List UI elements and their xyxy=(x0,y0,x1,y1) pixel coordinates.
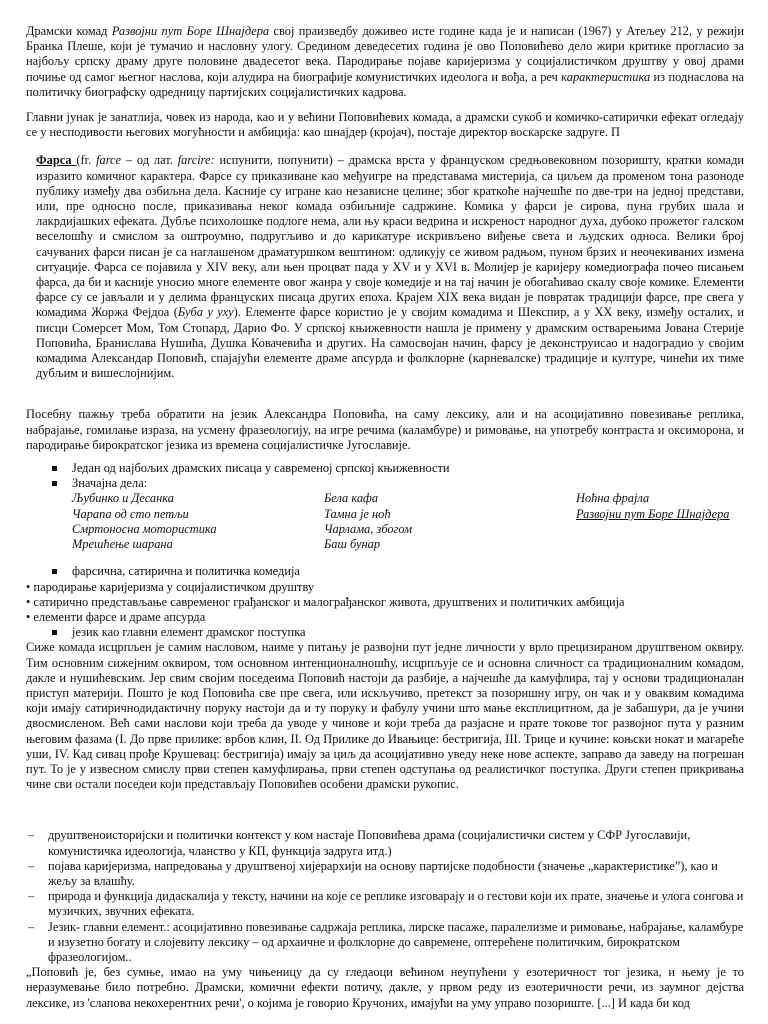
bullet-line: • сатирично представљање савременог грађанског и малограђанског живота, друштвених и политичких амбиција xyxy=(26,594,625,609)
works-column-3 xyxy=(576,491,744,552)
features-list-2 xyxy=(26,625,744,640)
list-item: Један од најбољих драмских писаца у савременој српској књижевности xyxy=(26,461,744,476)
work-title: Баш бунар xyxy=(324,537,381,552)
works-column-1 xyxy=(72,491,324,552)
farsa-definition-box xyxy=(36,153,744,381)
quote-paragraph: „Поповић је, без сумње, имао на уму чињеницу да су гледаоци већином неупућени у езотеричност тог језика, и њему је то неразумевање било потребно. Драмски, комични ефекти потичу, дакле, у првом реду из езотеричности речи, из заумног дејства лексике, из 'слапова некохерентних речи', о којима је говорио Кручоних, имајући на уму управо позориште. [...] И када би код xyxy=(26,965,744,1010)
dash-item: – друштвеноисторијски и политички контекст у ком настаје Поповићева драма (социјалистички систем у СФР Југославији, комунистичка идеологија, чланство у КП, функција задруга итд.) xyxy=(26,828,744,858)
work-title: Смртоносна мотористика xyxy=(72,521,217,536)
works-column-2 xyxy=(324,491,576,552)
document-page xyxy=(26,24,744,1011)
work-title-link[interactable]: Развојни пут Боре Шнајдера xyxy=(576,506,730,521)
work-title: Мрешћење шарана xyxy=(72,537,173,552)
summary-paragraph: Сиже комада исцрпљен је самим насловом, наиме у питању је развојни пут једне личности у врло прецизираном друштвеном оквиру. Тим основним сижејним оквиром, том основном интенционалношћу, исцрпљује се и основна сличност са традиционалним комадом, дакле и нушићевским. Јер свим својим поседеима Поповић настоји да разбије, а најчешће да камуфлира, тај у основи традиционалан приступ материји. Пошто је код Поповића све пре свега, или искључиво, претекст за позоришну игру, он чак и у оваквим комадима који имају сатиричнодидактичну поруку настоји да и ту поруку и фабулу учини што мање експлицитном, да је забашури, да је учини двосмисленом. Већ сами наслови који треба да уводе у чинове и који треба да разјасне и прате токове тог развојног пута у разним његовим фазама (I. До прве прилике: врбов клин, II. Од Прилике до Ивањице: бестригија, III. Трице и кучине: коњски нокат и магареће уши, IV. Кад сивац прође Крушевац: бестригија) имају за циљ да асоцијативно уведу неке нове аспекте, заправо да заведу на погрешан пут. То је у извесном смислу први степен камуфлирања, први степен одступања од реалистичког поступка. Други степен прикривања чине сви остали поседеи који представљају Поповићев особени драмски рукопис. xyxy=(26,640,744,792)
list-item: језик као главни елемент драмског поступка xyxy=(26,625,744,640)
dash-item: – појава каријеризма, напредовања у друштвеној хијерархији на основу партијске подобности (значење „карактеристике”), као и жељу за влашћу. xyxy=(26,859,744,889)
dash-item: – Језик- главни елемент.: асоцијативно повезивање садржаја реплика, лирске пасаже, паралелизме и римовање, набрајање, каламбуре и изузетно богату и слојевиту лексику – од архаичне и фолклорне до савремене, оптерећене политичким, бирократском фразеологијом.. xyxy=(26,920,744,966)
bullet-line: • пародирање каријеризма у социјалистичком друштву xyxy=(26,579,315,594)
dash-item: – природа и функција дидаскалија у тексту, начини на које се реплике изговарају и о гестови који их прате, значење и улога сонгова и музичких, звучних ефеката. xyxy=(26,889,744,919)
works-table xyxy=(26,491,744,552)
italic-word: карактеристика xyxy=(561,69,651,84)
work-title: Бела кафа xyxy=(324,491,379,506)
list-item: фарсична, сатирична и политичка комедија xyxy=(26,564,744,579)
work-title: Ноћна фрајла xyxy=(576,491,650,506)
facts-list xyxy=(26,461,744,491)
play-title: Развојни пут Боре Шнајдера xyxy=(111,24,270,38)
farsa-paragraph: Фарса (fr. farce – од лат. farcire: испунити, попунити) – драмска врста у француском средњовековном позоришту, кратки комади изразито комичног карактера. Фарсе су приказиване као међуигре на представама мистерија, са циљем да променом тона разоноде публику између два озбиљна дела. Касније су игране као независне целине; због краткоће најчешће по две-три на једној представи, или, пре односно после, приказивања неког комада озбиљније садржине. Комика у фарси је сирова, пуна грубих шала и лакрдијашких ефеката. Дубље психолошке подлоге нема, али њу краси ведрина и искреност народног духа, дубоко прожетог галском веселошћу и смислом за оштроумно, подругљиво и до карикатуре искривљено виђење света и људских односа. Велики број сачуваних фарси писан је са наглашеном драматуршком вештином: одликују се живом радњом, пуном брзих и неочекиваних измена ситуације. Фарса се појавила у XIV веку, али њен процват пада у XV и у XVI в. Молијер је каријеру комедиографа почео писањем фарса, да би и касније уносио многе елементе овог жанра у своје комедије и на тај начин је обогаћивао скалу своје комике. Елементи фарсе су се јављали и у делима француских писаца других епоха. Крајем XIX века видан је повратак традицији фарсе, пре свега у комадима Жоржа Фејдоа (Буба у уху). Елементе фарсе користио је у својим комадима и Шекспир, а у XX веку, између осталих, и писци Сомерсет Мом, Том Стопард, Дарио Фо. У српској књижевности нашла је примену у драмским остварењима Јована Стерије Поповића, Бранислава Нушића, Душка Ковачевића и других. На самосвојан начин, фарсу је деконструисао и надоградио у својим комадима Александар Поповић, спајајући елементе драме апсурда и фолклорне (карневалске) традиције и културе, чинећи их тиме дубљим и вишеслојнијим. xyxy=(36,153,745,381)
list-item: Значајна дела: xyxy=(26,476,744,491)
hero-paragraph: Главни јунак је занатлија, човек из народа, као и у већини Поповићевих комада, а драмски сукоб и комичко-сатирички ефекат огледају се у несподивости његових могућности и амбиција: као шнајдер (кројач), постаје директор воскарске задруге. П xyxy=(26,110,744,140)
dash-list xyxy=(26,828,744,965)
bullet-line: • елементи фарсе и драме апсурда xyxy=(26,609,206,624)
language-paragraph: Посебну пажњу треба обратити на језик Александра Поповића, на саму лексику, али и на асоцијативно повезивање реплика, набрајање, гомилање израза, на усмену фразеологију, на игре речима (каламбуре) и римовање, на употребу контраста и оксиморона, и пародирање бирократског језика из времена социјалистичке Југославије. xyxy=(26,407,744,452)
work-title: Тамна је ноћ xyxy=(324,506,391,521)
intro-paragraph: Драмски комад Развојни пут Боре Шнајдера свој праизведбу доживео исте године када је и написан (1967) у Атељеу 212, у режији Бранка Плеше, који је тумачио и насловну улогу. Средином деведесетих година је ово Поповићево дело жири критике прогласио за најбољу српску драму друге половине двадесетог века. Пародирање појаве каријеризма у социјалистичком друштву у овој драми почиње од самог његног наслова, који алудира на биографије комунистичких идеолога и вођа, а реч карактеристика из поднаслова на политичку биографску одредницу партијских социјалистичких кадрова. xyxy=(26,24,744,99)
work-title: Љубинко и Десанка xyxy=(72,491,174,506)
features-list xyxy=(26,564,744,579)
farsa-term[interactable]: Фарса xyxy=(36,153,77,168)
work-title: Чарапа од сто петљи xyxy=(72,506,189,521)
work-title: Чарлама, збогом xyxy=(324,521,413,536)
